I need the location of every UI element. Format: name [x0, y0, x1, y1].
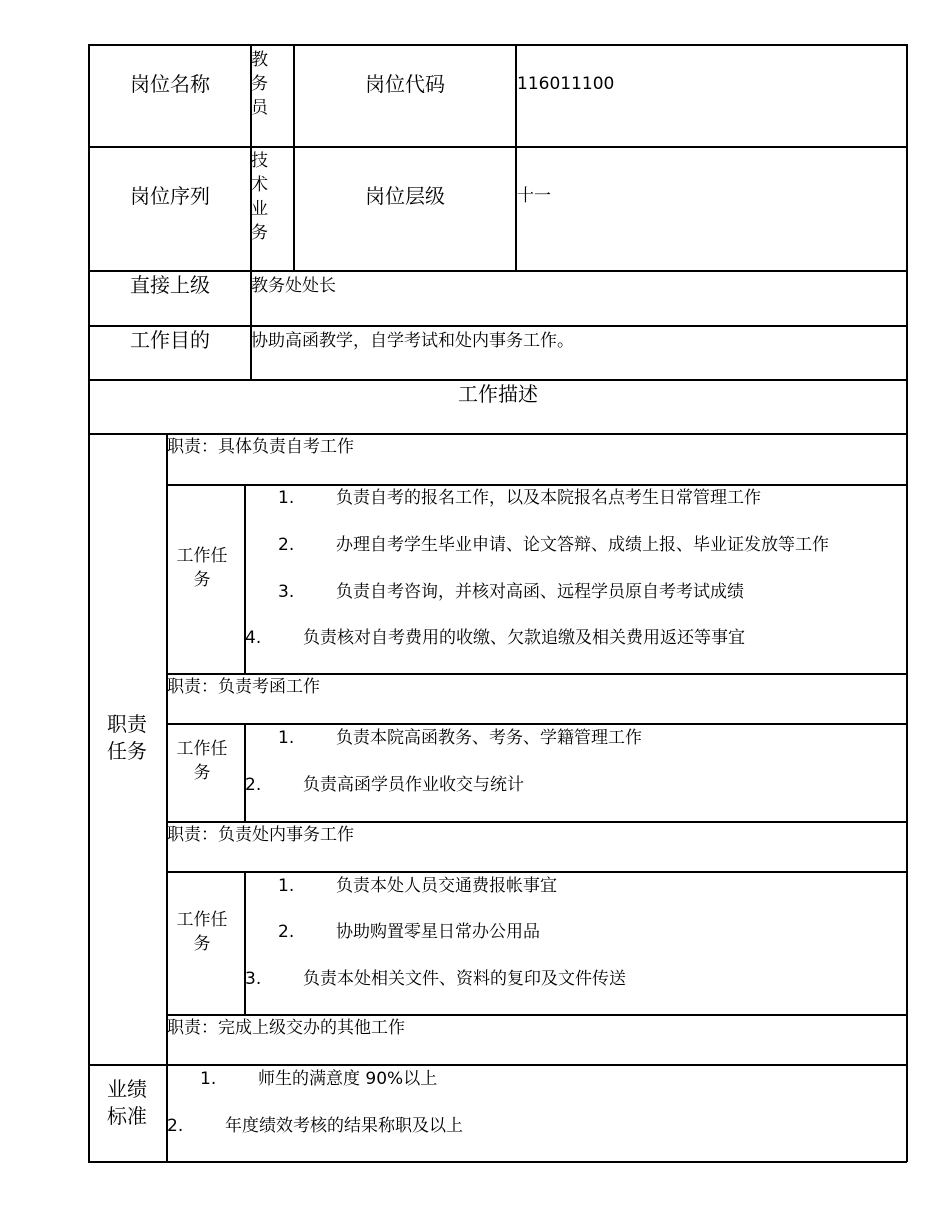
performance-text: 年度绩效考核的结果称职及以上: [225, 1116, 463, 1136]
task-num: 1.: [278, 876, 295, 896]
task-num: 1.: [278, 488, 295, 508]
post-code-value: 116011100: [517, 74, 615, 94]
purpose-value: 协助高函教学，自学考试和处内事务工作。: [251, 331, 574, 351]
task-text: 办理自考学生毕业申请、论文答辩、成绩上报、毕业证发放等工作: [336, 535, 829, 555]
task-label: 工作任务: [176, 910, 228, 954]
post-series-label: 岗位序列: [130, 184, 210, 208]
description-title: 工作描述: [458, 382, 538, 406]
post-series-value: 技术业务: [251, 151, 268, 243]
task-num: 3.: [278, 582, 295, 602]
task-label: 工作任务: [176, 546, 228, 590]
performance-label: 业绩标准: [107, 1077, 147, 1128]
task-text: 协助购置零星日常办公用品: [336, 922, 540, 942]
duty-title: 职责：负责处内事务工作: [167, 825, 354, 845]
superior-label: 直接上级: [130, 273, 210, 297]
purpose-label: 工作目的: [130, 328, 210, 352]
task-label: 工作任务: [176, 739, 228, 783]
duty-title: 职责：负责考函工作: [167, 677, 320, 697]
performance-text: 师生的满意度 90%以上: [258, 1069, 438, 1089]
task-num: 3.: [245, 969, 262, 989]
task-num: 2.: [278, 535, 295, 555]
task-num: 2.: [245, 775, 262, 795]
task-text: 负责高函学员作业收交与统计: [303, 775, 524, 795]
task-num: 2.: [278, 922, 295, 942]
task-text: 负责本处人员交通费报帐事宜: [336, 876, 557, 896]
post-level-value: 十一: [517, 186, 551, 206]
task-text: 负责本院高函教务、考务、学籍管理工作: [336, 728, 642, 748]
duties-label: 职责任务: [107, 712, 147, 763]
task-num: 1.: [278, 728, 295, 748]
post-name-value: 教务员: [251, 50, 268, 118]
task-text: 负责本处相关文件、资料的复印及文件传送: [303, 969, 626, 989]
task-text: 负责自考咨询，并核对高函、远程学员原自考考试成绩: [336, 582, 744, 602]
performance-num: 1.: [200, 1069, 217, 1089]
superior-value: 教务处处长: [251, 276, 336, 296]
post-code-label: 岗位代码: [365, 72, 445, 96]
duty-title: 职责：具体负责自考工作: [167, 437, 354, 457]
task-text: 负责自考的报名工作，以及本院报名点考生日常管理工作: [336, 488, 761, 508]
duty-title: 职责：完成上级交办的其他工作: [167, 1018, 405, 1038]
post-level-label: 岗位层级: [365, 184, 445, 208]
post-name-label: 岗位名称: [130, 72, 210, 96]
task-num: 4.: [245, 628, 262, 648]
task-text: 负责核对自考费用的收缴、欠款追缴及相关费用返还等事宜: [303, 628, 745, 648]
performance-num: 2.: [167, 1116, 184, 1136]
